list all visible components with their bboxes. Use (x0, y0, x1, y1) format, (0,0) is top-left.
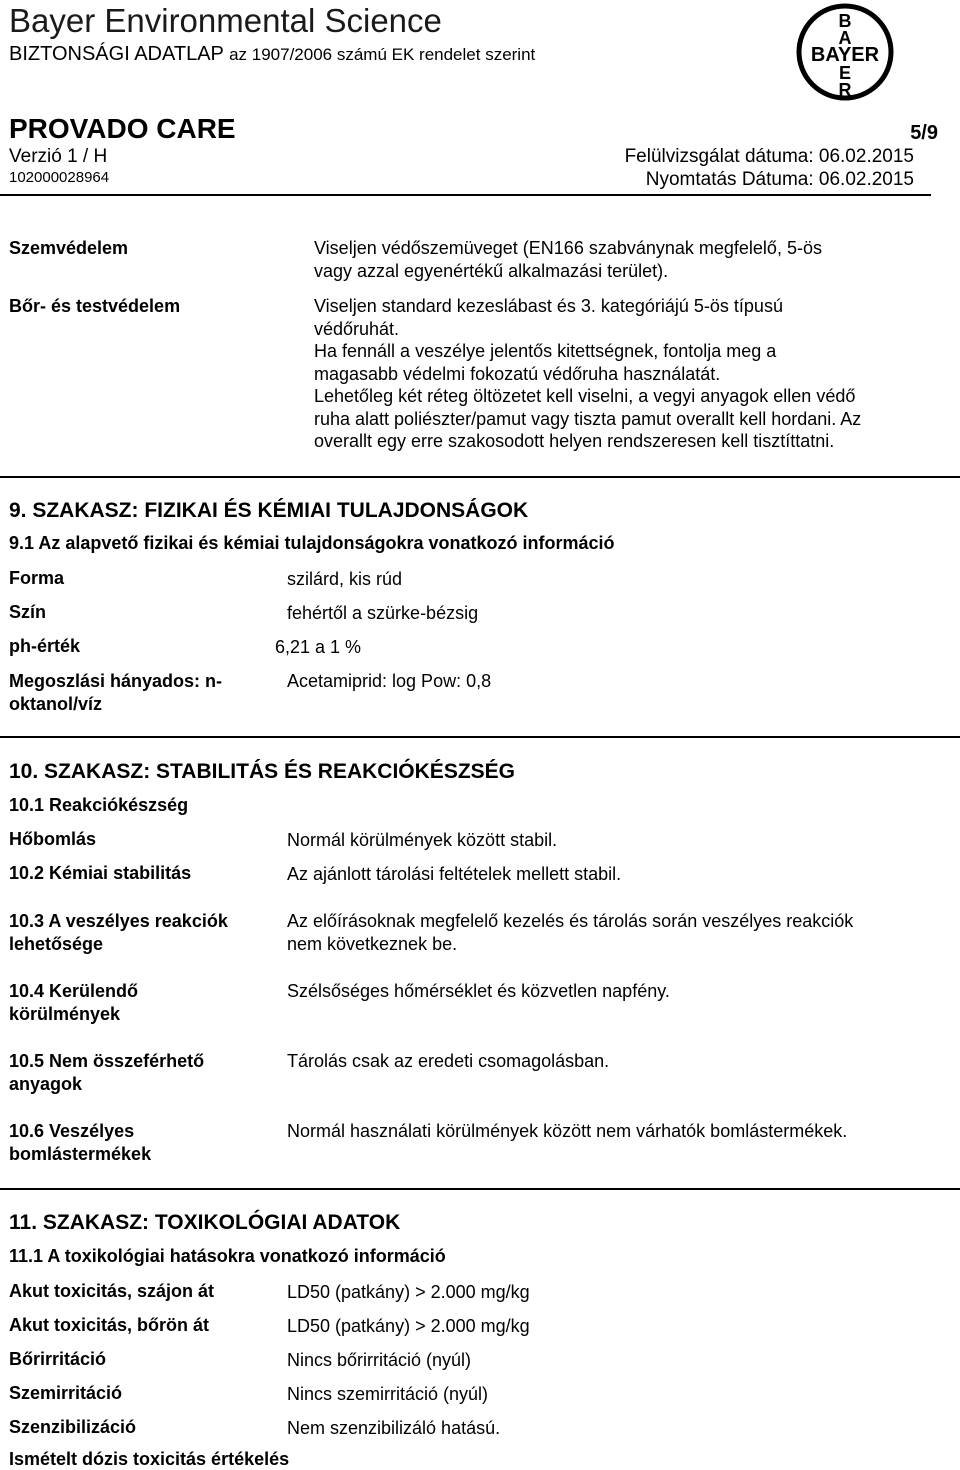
kerulendo-label-line2: körülmények (9, 1003, 121, 1024)
product-name: PROVADO CARE (9, 113, 236, 144)
kerulendo-label-line1: 10.4 Kerülendő (9, 981, 139, 1001)
tox-row-value: Nincs bőrirritáció (nyúl) (287, 1350, 472, 1370)
tox-row-label: Akut toxicitás, bőrön át (9, 1315, 210, 1335)
body-line: magasabb védelmi fokozatú védőruha használatát. (314, 363, 721, 384)
section-11-1-title: 11.1 A toxikológiai hatásokra vonatkozó információ (9, 1246, 446, 1266)
tox-row-value: Nincs szemirritáció (nyúl) (287, 1384, 489, 1404)
ph-label: ph-érték (9, 636, 81, 656)
reakciok-label (9, 910, 228, 955)
partition-label-line1: Megoszlási hányados: n- (9, 671, 223, 691)
eye-protection-text (314, 237, 822, 282)
section-9-1-title: 9.1 Az alapvető fizikai és kémiai tulajdonságokra vonatkozó információ (9, 533, 615, 553)
print-date: Nyomtatás Dátuma: 06.02.2015 (645, 169, 914, 190)
szin-value: fehértől a szürke-bézsig (287, 603, 479, 623)
bomlas-value: Normál használati körülmények között nem várhatók bomlástermékek. (287, 1121, 848, 1141)
reakciok-label-line1: 10.3 A veszélyes reakciók (9, 911, 228, 931)
svg-text:R: R (838, 80, 852, 100)
tox-row-label: Szemirritáció (9, 1383, 123, 1403)
reakciok-value (287, 910, 853, 955)
eye-line-1: Viseljen védőszemüveget (EN166 szabványnak megfelelő, 5-ös (314, 238, 822, 258)
reakciok-value-line2: nem következnek be. (287, 933, 458, 954)
sds-title-line (9, 43, 535, 66)
section-divider-11 (0, 1188, 960, 1190)
forma-label: Forma (9, 568, 65, 588)
osszeferheto-label-line1: 10.5 Nem összeférhető (9, 1051, 205, 1071)
osszeferheto-value: Tárolás csak az eredeti csomagolásban. (287, 1051, 610, 1071)
section-11-title: 11. SZAKASZ: TOXIKOLÓGIAI ADATOK (9, 1211, 401, 1234)
body-line: overallt egy erre szakosodott helyen rendszeresen kell tisztíttatni. (314, 431, 835, 451)
body-line: ruha alatt poliészter/pamut vagy tiszta pamut overallt kell hordani. Az (314, 408, 862, 429)
bayer-logo (795, 2, 895, 102)
tox-row-value: LD50 (patkány) > 2.000 mg/kg (287, 1282, 530, 1302)
reakciok-value-line1: Az előírásoknak megfelelő kezelés és tárolás során veszélyes reakciók (287, 911, 854, 931)
kerulendo-label (9, 980, 138, 1025)
body-line: védőruhát. (314, 318, 400, 339)
kerulendo-value: Szélsőséges hőmérséklet és közvetlen napfény. (287, 981, 670, 1001)
osszeferheto-label (9, 1050, 204, 1095)
tox-row-value: LD50 (patkány) > 2.000 mg/kg (287, 1316, 530, 1336)
body-line: Ha fennáll a veszélye jelentős kitettségnek, fontolja meg a (314, 341, 777, 361)
hobomlas-value: Normál körülmények között stabil. (287, 830, 558, 850)
eye-line-2: vagy azzal egyenértékű alkalmazási terület). (314, 260, 669, 281)
section-10-title: 10. SZAKASZ: STABILITÁS ÉS REAKCIÓKÉSZSÉG (9, 760, 515, 783)
revision-date: Felülvizsgálat dátuma: 06.02.2015 (624, 146, 914, 167)
body-line: Viseljen standard kezeslábast és 3. kategóriájú 5-ös típusú (314, 296, 783, 316)
bomlas-label-line2: bomlástermékek (9, 1143, 152, 1164)
document-code: 102000028964 (9, 169, 110, 186)
page-number: 5/9 (910, 122, 938, 144)
section-9-title: 9. SZAKASZ: FIZIKAI ÉS KÉMIAI TULAJDONSÁGOK (9, 499, 529, 522)
header-divider (0, 194, 931, 196)
body-line: Lehetőleg két réteg öltözetet kell viselni, a vegyi anyagok ellen védő (314, 386, 856, 406)
tox-row-label: Akut toxicitás, szájon át (9, 1281, 215, 1301)
body-protection-label: Bőr- és testvédelem (9, 296, 181, 316)
section-divider-10 (0, 736, 960, 738)
ph-value: 6,21 a 1 % (275, 637, 362, 657)
kemiai-value: Az ajánlott tárolási feltételek mellett stabil. (287, 864, 622, 884)
section-10-1-title: 10.1 Reakciókészség (9, 795, 189, 815)
svg-text:B: B (838, 11, 852, 31)
partition-label-line2: oktanol/víz (9, 693, 103, 714)
regulation-text: az 1907/2006 számú EK rendelet szerint (229, 45, 536, 64)
kemiai-label: 10.2 Kémiai stabilitás (9, 863, 192, 883)
svg-text:BAYER: BAYER (810, 44, 880, 66)
tox-row-value: Nem szenzibilizáló hatású. (287, 1418, 501, 1438)
company-name: Bayer Environmental Science (9, 2, 442, 39)
svg-text:E: E (838, 63, 852, 83)
tox-row-label: Szenzibilizáció (9, 1417, 137, 1437)
eye-protection-label: Szemvédelem (9, 238, 129, 258)
osszeferheto-label-line2: anyagok (9, 1073, 83, 1094)
forma-value: szilárd, kis rúd (287, 569, 403, 589)
reakciok-label-line2: lehetősége (9, 933, 104, 954)
repeat-dose-label: Ismételt dózis toxicitás értékelés (9, 1449, 290, 1469)
hobomlas-label: Hőbomlás (9, 829, 97, 849)
body-protection-text (314, 295, 861, 453)
svg-text:A: A (838, 28, 852, 48)
section-divider-9 (0, 476, 960, 478)
version-label: Verzió 1 / H (9, 146, 108, 167)
sds-title: BIZTONSÁGI ADATLAP (9, 43, 224, 65)
bomlas-label (9, 1120, 151, 1165)
tox-row-label: Bőrirritáció (9, 1349, 107, 1369)
partition-label (9, 670, 222, 715)
partition-value: Acetamiprid: log Pow: 0,8 (287, 671, 492, 691)
bomlas-label-line1: 10.6 Veszélyes (9, 1121, 135, 1141)
szin-label: Szín (9, 602, 47, 622)
